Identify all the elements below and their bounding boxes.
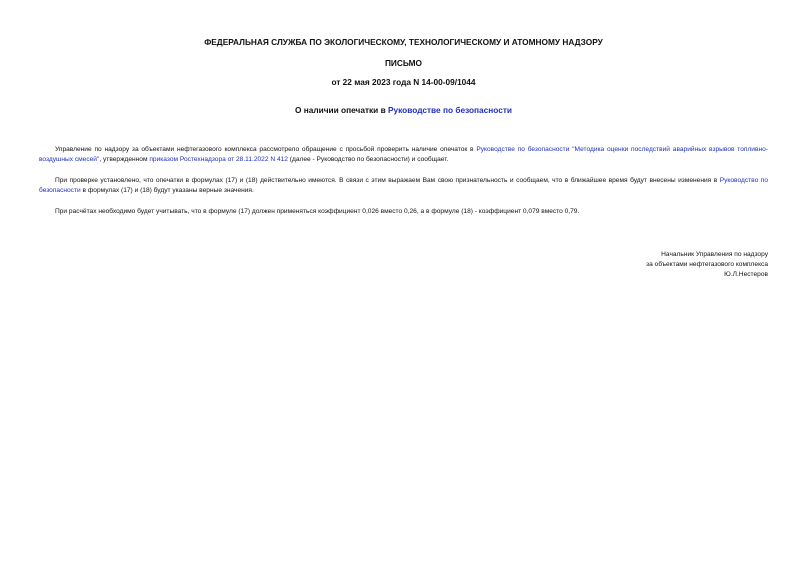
paragraph-text: в формулах (17) и (18) будут указаны верные значения. — [80, 186, 254, 194]
safety-guide-link-2[interactable]: Руководство по безопасности — [39, 177, 768, 194]
paragraph-text: (далее - Руководство по безопасности) и сообщает. — [287, 155, 449, 163]
paragraph-text: Управление по надзору за объектами нефтегазового комплекса рассмотрело обращение с просьбой проверить наличие опечаток в — [55, 146, 477, 153]
document-date-number: от 22 мая 2023 года N 14-00-09/1044 — [331, 77, 476, 87]
signature-name: Ю.Л.Нестеров — [724, 271, 768, 279]
safety-guide-link[interactable]: Руководстве по безопасности — [387, 105, 513, 115]
paragraph-appeal — [39, 145, 768, 165]
paragraph-findings — [39, 176, 768, 196]
paragraph-text: , утвержденном — [99, 155, 150, 163]
signature-block — [646, 250, 768, 281]
safety-guide-methodology-link[interactable]: Руководстве по безопасности "Методика оценки последствий аварийных взрывов топливно-воздушных смесей" — [39, 146, 768, 163]
paragraph-text: При расчётах необходимо будет учитывать, что в формуле (17) должен применяться коэффициент 0,026 вместо 0,26, а в формуле (18) - коэффициент 0,079 вместо 0,79. — [55, 208, 580, 215]
subject-text: О наличии опечатки в — [294, 105, 388, 115]
agency-heading: ФЕДЕРАЛЬНАЯ СЛУЖБА ПО ЭКОЛОГИЧЕСКОМУ, ТЕХНОЛОГИЧЕСКОМУ И АТОМНОМУ НАДЗОРУ — [204, 37, 603, 47]
signature-position-line2: за объектами нефтегазового комплекса — [646, 261, 768, 269]
order-link[interactable]: приказом Ростехнадзора от 28.11.2022 N 412 — [149, 155, 288, 163]
document-type: ПИСЬМО — [384, 58, 423, 68]
letter-subject — [0, 105, 807, 115]
paragraph-coefficients — [39, 207, 768, 217]
paragraph-text: При проверке установлено, что опечатки в формулах (17) и (18) действительно имеются. В связи с этим выражаем Вам свою признательность и сообщаем, что в ближайшее время будут внесены изменения в — [55, 177, 720, 184]
signature-position-line1: Начальник Управления по надзору — [661, 251, 768, 258]
